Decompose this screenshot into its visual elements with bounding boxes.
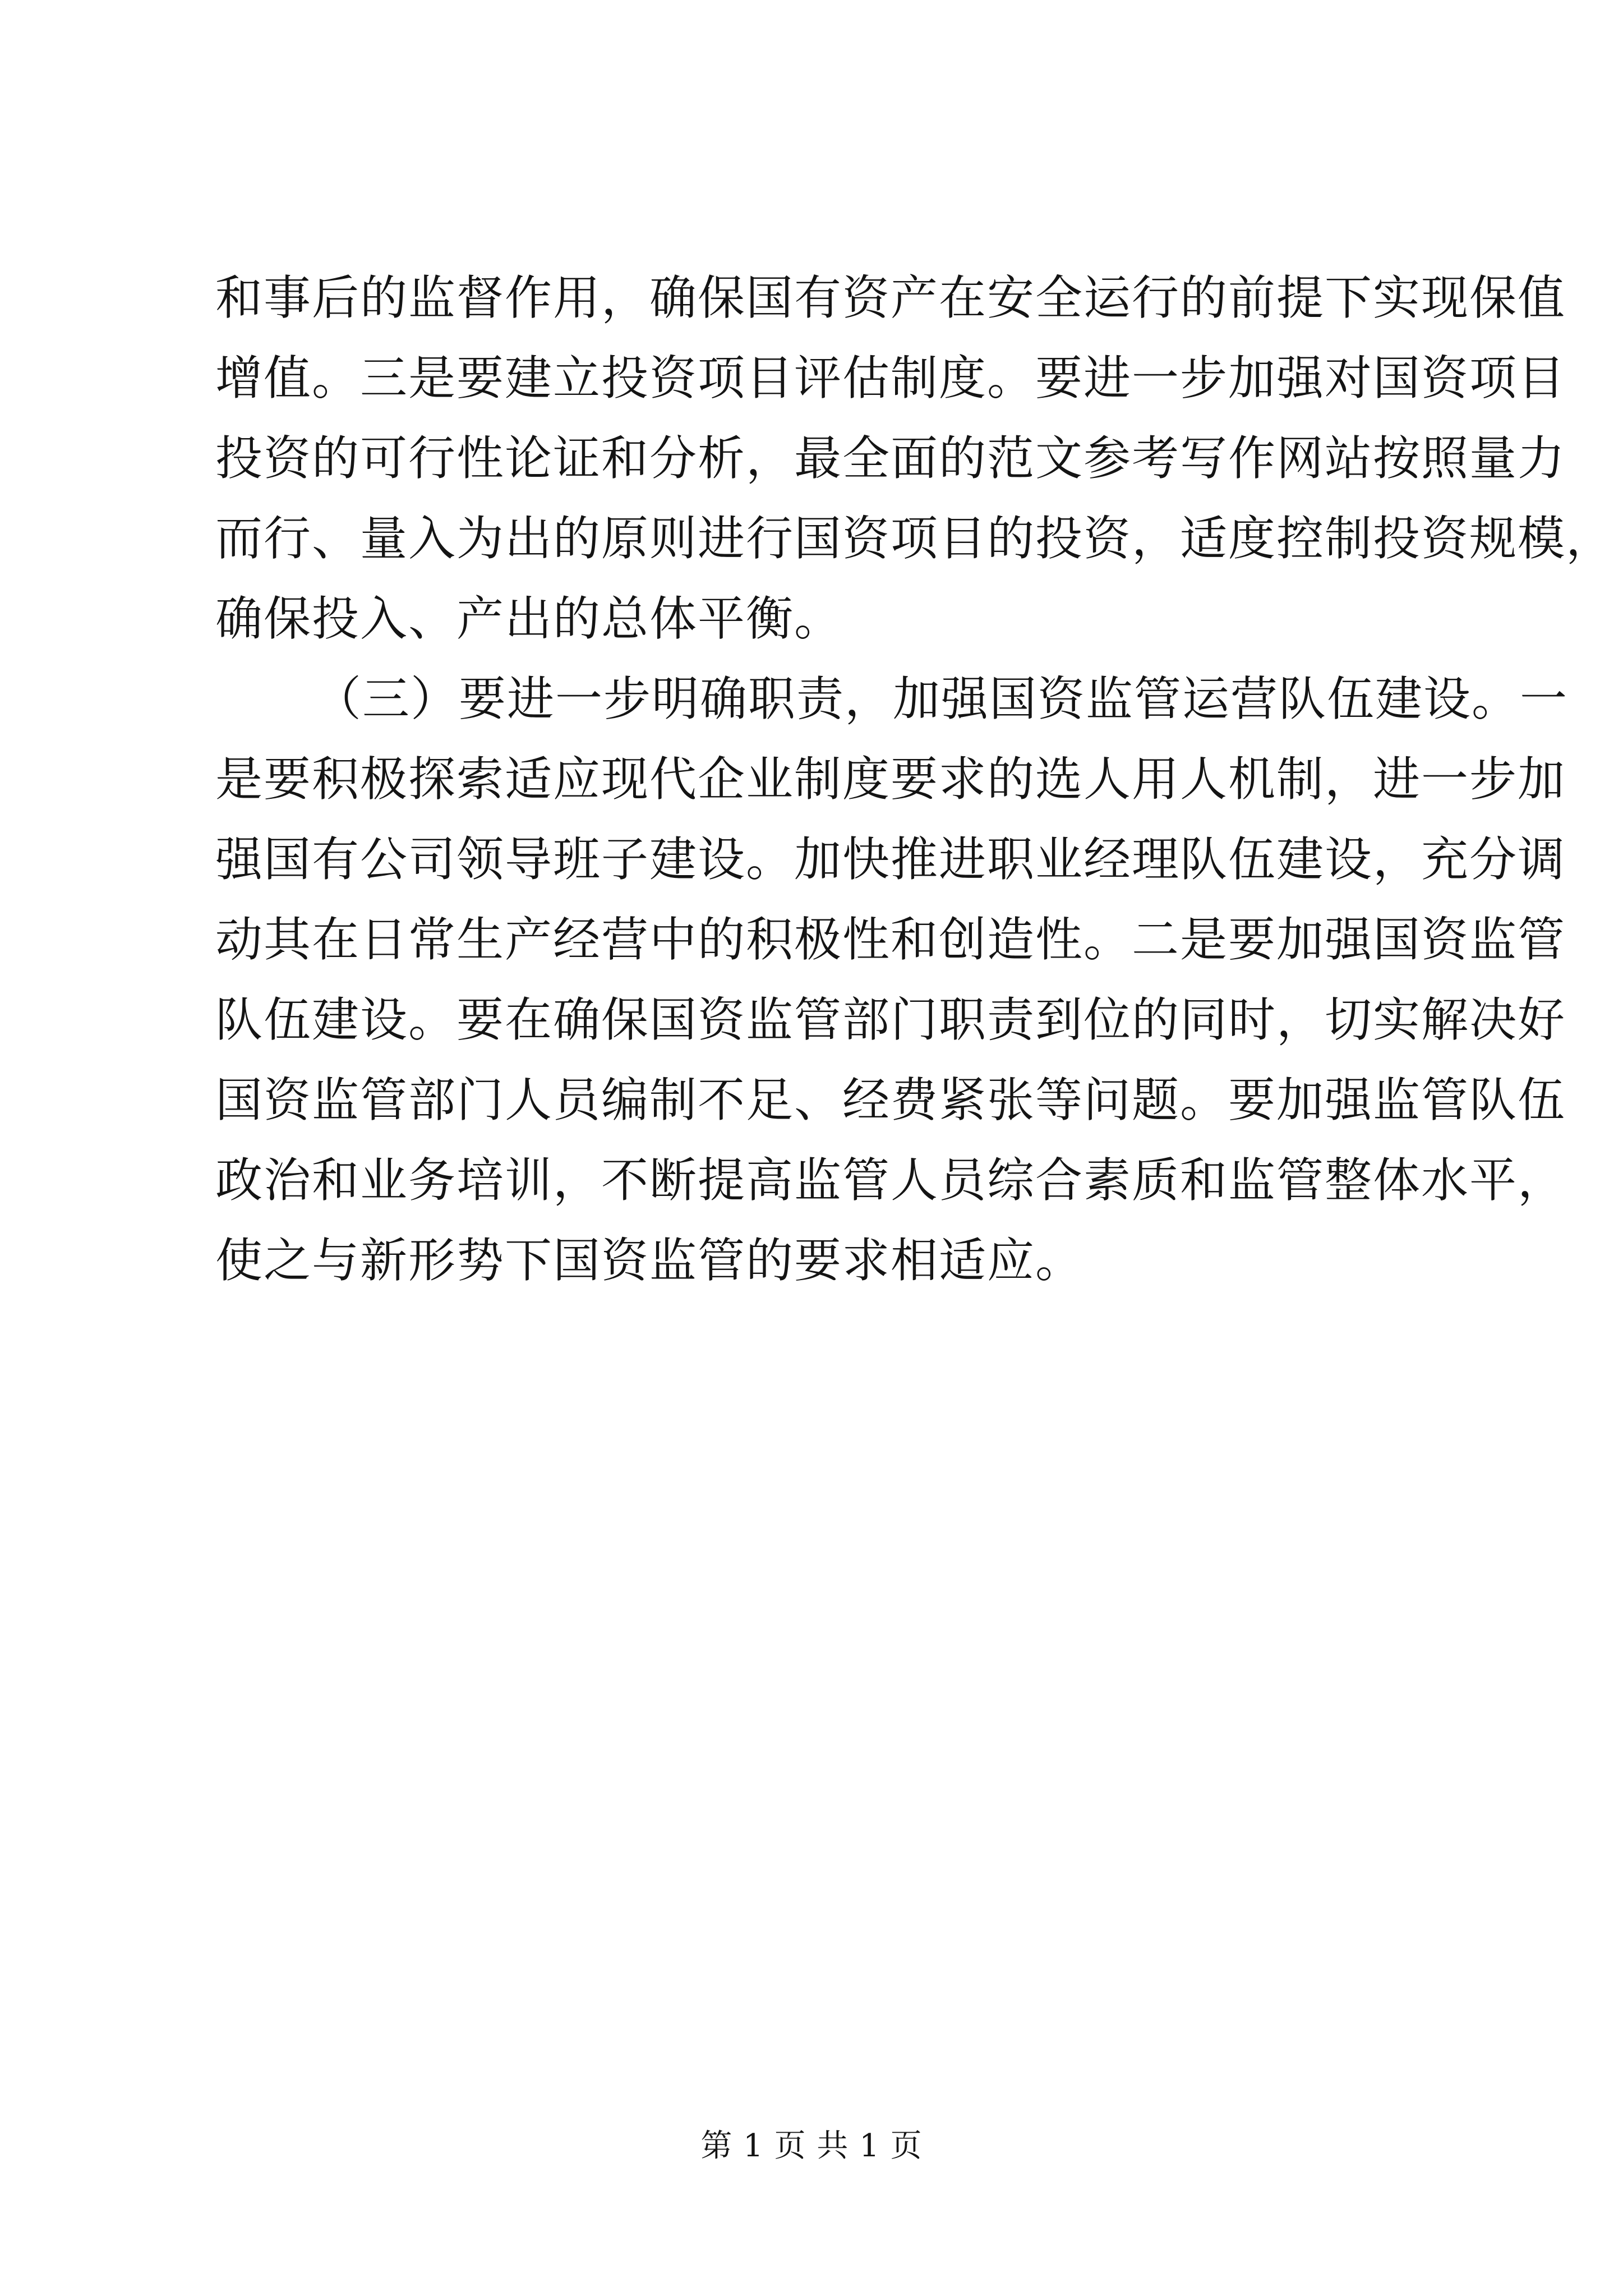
- text-line: 队伍建设。要在确保国资监管部门职责到位的同时，切实解决好: [215, 992, 1566, 1047]
- section-heading-line: （三）要进一步明确职责，加强国资监管运营队伍建设。一: [314, 671, 1569, 726]
- text-line: 确保投入、产出的总体平衡。: [215, 591, 843, 646]
- text-line: 投资的可行性论证和分析，最全面的范文参考写作网站按照量力: [215, 431, 1566, 486]
- text-line: 政治和业务培训，不断提高监管人员综合素质和监管整体水平，: [215, 1153, 1566, 1208]
- text-line: 而行、量入为出的原则进行国资项目的投资，适度控制投资规模，: [215, 511, 1615, 566]
- document-body: [215, 258, 1615, 1301]
- text-line: 国资监管部门人员编制不足、经费紧张等问题。要加强监管队伍: [215, 1073, 1566, 1128]
- page-number-footer: 第 1 页 共 1 页: [700, 2128, 923, 2164]
- text-line: 是要积极探索适应现代企业制度要求的选人用人机制，进一步加: [215, 752, 1566, 807]
- text-line: 强国有公司领导班子建设。加快推进职业经理队伍建设，充分调: [215, 832, 1566, 887]
- text-line: 动其在日常生产经营中的积极性和创造性。二是要加强国资监管: [215, 912, 1566, 967]
- text-line: 增值。三是要建立投资项目评估制度。要进一步加强对国资项目: [215, 351, 1566, 406]
- text-line: 和事后的监督作用，确保国有资产在安全运行的前提下实现保值: [215, 270, 1566, 325]
- text-line: 使之与新形势下国资监管的要求相适应。: [215, 1233, 1084, 1288]
